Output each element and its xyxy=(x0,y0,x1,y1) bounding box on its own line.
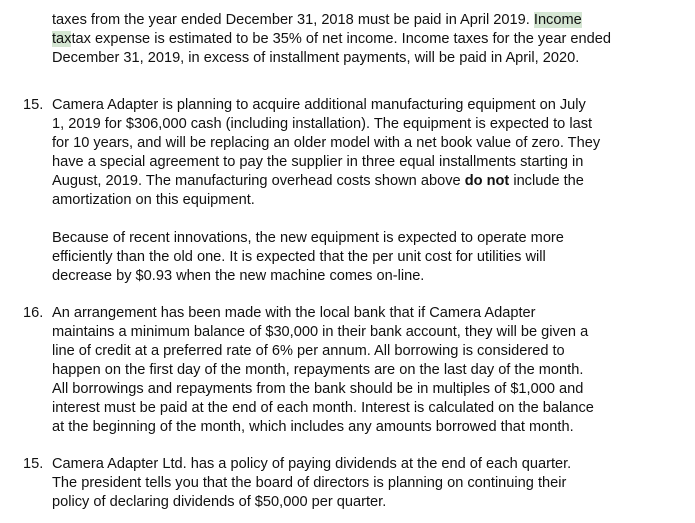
intro-line-2-text: tax expense is estimated to be 35% of net income. Income taxes for the year ended xyxy=(71,31,611,47)
highlight-income: Income xyxy=(533,12,582,28)
item-15a-line-text: August, 2019. The manufacturing overhead costs shown above xyxy=(52,173,461,189)
item-16-paragraph xyxy=(52,304,682,437)
intro-line-1 xyxy=(52,11,682,30)
bold-do-not: do not xyxy=(464,173,510,189)
intro-paragraph xyxy=(52,11,682,68)
item-16-line: An arrangement has been made with the local bank that if Camera Adapter xyxy=(52,305,536,321)
item-15a-line: amortization on this equipment. xyxy=(52,192,255,208)
item-15a-p2-line: decrease by $0.93 when the new machine comes on-line. xyxy=(52,268,425,284)
item-15a-line: Camera Adapter is planning to acquire additional manufacturing equipment on July xyxy=(52,97,586,113)
item-16-line: maintains a minimum balance of $30,000 in their bank account, they will be given a xyxy=(52,324,589,340)
item-16-line: line of credit at a preferred rate of 6% per annum. All borrowing is considered to xyxy=(52,343,565,359)
intro-line-3: December 31, 2019, in excess of installment payments, will be paid in April, 2020. xyxy=(52,50,580,66)
item-15b-paragraph xyxy=(52,455,682,512)
item-16-line: happen on the first day of the month, repayments are on the last day of the month. xyxy=(52,362,584,378)
item-15a-p2-line: efficiently than the old one. It is expected that the per unit cost for utilities will xyxy=(52,249,546,265)
item-15b-line: The president tells you that the board of directors is planning on continuing their xyxy=(52,475,567,491)
item-15a-number: 15. xyxy=(23,97,44,113)
item-15a-paragraph xyxy=(52,96,682,210)
highlight-tax: tax xyxy=(52,31,72,47)
item-15a-line-bold xyxy=(52,172,682,191)
item-15a-line: 1, 2019 for $306,000 cash (including installation). The equipment is expected to last xyxy=(52,116,593,132)
item-15a-after-bold: include the xyxy=(513,173,584,189)
intro-line-1-text: taxes from the year ended December 31, 2018 must be paid in April 2019. xyxy=(52,12,530,28)
item-16-line: All borrowings and repayments from the bank should be in multiples of $1,000 and xyxy=(52,381,584,397)
item-16-number: 16. xyxy=(23,305,44,321)
item-15a-paragraph-2 xyxy=(52,229,682,286)
item-15a-p2-line: Because of recent innovations, the new equipment is expected to operate more xyxy=(52,230,564,246)
item-16-line: interest must be paid at the end of each month. Interest is calculated on the balance xyxy=(52,400,594,416)
item-15b-line: Camera Adapter Ltd. has a policy of paying dividends at the end of each quarter. xyxy=(52,456,572,472)
item-15b-line: policy of declaring dividends of $50,000 per quarter. xyxy=(52,494,387,510)
item-15b-number: 15. xyxy=(23,456,44,472)
intro-line-2 xyxy=(52,30,682,49)
item-16-line: at the beginning of the month, which includes any amounts borrowed that month. xyxy=(52,419,574,435)
item-15a-line: have a special agreement to pay the supplier in three equal installments starting in xyxy=(52,154,584,170)
item-15a-line: for 10 years, and will be replacing an older model with a net book value of zero. They xyxy=(52,135,601,151)
